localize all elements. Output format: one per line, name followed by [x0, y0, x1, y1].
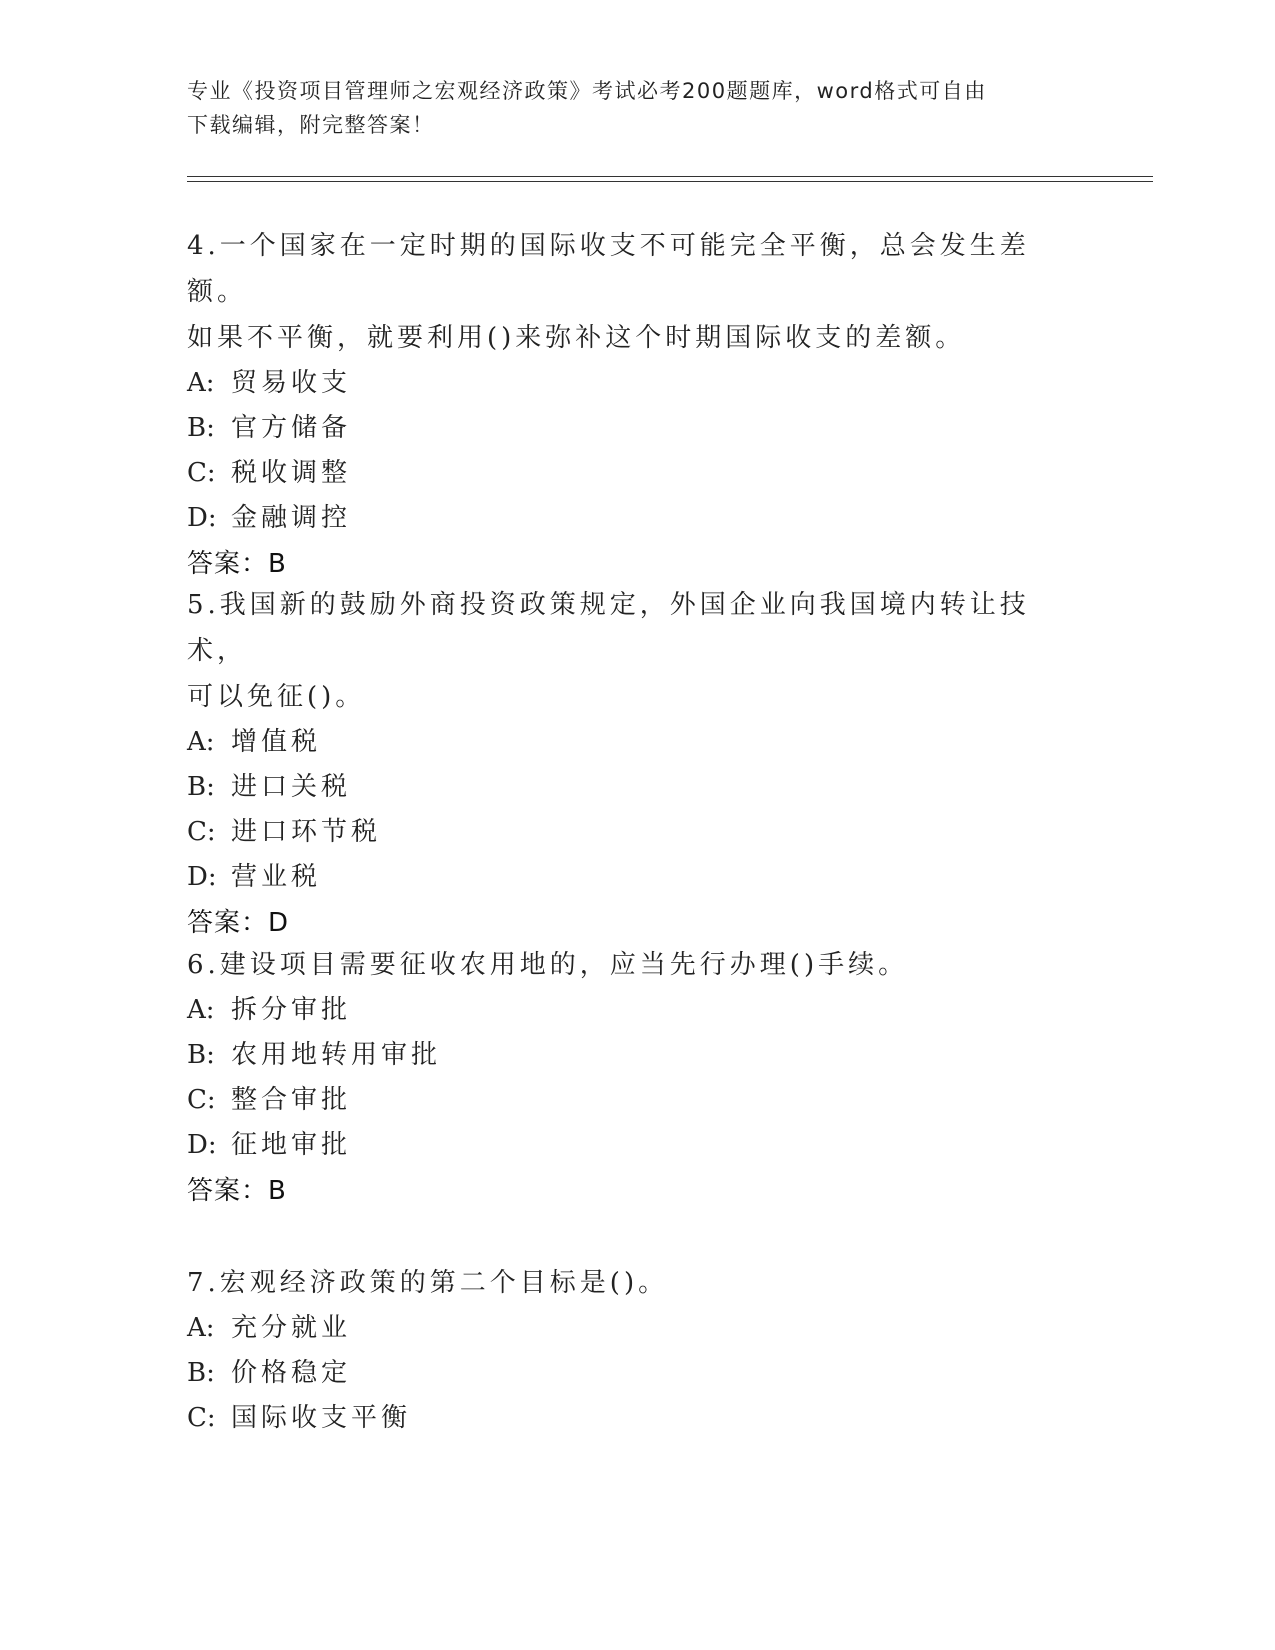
- option-text: 增值税: [231, 727, 322, 757]
- option-text: 拆分审批: [231, 995, 352, 1025]
- option-text: 征地审批: [231, 1130, 352, 1160]
- header-divider-top: [187, 176, 1153, 177]
- header-line-2: 下载编辑，附完整答案！: [187, 113, 435, 137]
- question-stem: [187, 223, 1087, 361]
- option-a: [187, 1306, 1087, 1351]
- question-stem-line: 如果不平衡，就要利用()来弥补这个时期国际收支的差额。: [187, 323, 966, 353]
- option-text: 进口环节税: [231, 817, 382, 847]
- option-text: 整合审批: [231, 1085, 352, 1115]
- question-5: [187, 582, 1087, 946]
- option-d: [187, 855, 1087, 900]
- answer: 答案：D: [187, 908, 290, 938]
- option-label: C:: [187, 1085, 216, 1115]
- question-stem-line: 4.一个国家在一定时期的国际收支不可能完全平衡，总会发生差额。: [187, 231, 1030, 307]
- question-stem: [187, 942, 1087, 988]
- option-text: 官方储备: [231, 413, 352, 443]
- option-a: [187, 720, 1087, 765]
- question-7: [187, 1260, 1087, 1441]
- header-divider-bottom: [187, 181, 1153, 182]
- option-label: B:: [187, 1040, 215, 1070]
- option-label: A:: [187, 727, 215, 757]
- option-a: [187, 988, 1087, 1033]
- question-4: [187, 223, 1087, 587]
- option-b: [187, 406, 1087, 451]
- question-stem: [187, 582, 1087, 720]
- option-text: 营业税: [231, 862, 322, 892]
- option-text: 农用地转用审批: [231, 1040, 442, 1070]
- question-6: [187, 942, 1087, 1214]
- option-text: 进口关税: [231, 772, 352, 802]
- option-label: B:: [187, 772, 215, 802]
- option-label: A:: [187, 995, 215, 1025]
- option-c: [187, 810, 1087, 855]
- question-stem-line: 5.我国新的鼓励外商投资政策规定，外国企业向我国境内转让技术，: [187, 590, 1030, 666]
- question-stem-line: 可以免征()。: [187, 682, 366, 712]
- option-a: [187, 361, 1087, 406]
- option-label: C:: [187, 1403, 216, 1433]
- option-label: C:: [187, 817, 216, 847]
- option-label: B:: [187, 1358, 215, 1388]
- option-label: D:: [187, 862, 217, 892]
- option-text: 税收调整: [231, 458, 352, 488]
- option-d: [187, 496, 1087, 541]
- question-stem-line: 7.宏观经济政策的第二个目标是()。: [187, 1268, 669, 1298]
- option-text: 充分就业: [231, 1313, 352, 1343]
- answer: 答案：B: [187, 1176, 287, 1206]
- answer: 答案：B: [187, 549, 287, 579]
- option-label: D:: [187, 1130, 217, 1160]
- option-label: D:: [187, 503, 217, 533]
- header-line-1: 专业《投资项目管理师之宏观经济政策》考试必考200题题库，word格式可自由: [187, 79, 987, 103]
- option-c: [187, 451, 1087, 496]
- option-b: [187, 1351, 1087, 1396]
- option-text: 国际收支平衡: [231, 1403, 412, 1433]
- option-label: A:: [187, 368, 215, 398]
- document-header: [187, 74, 1087, 142]
- option-text: 金融调控: [231, 503, 352, 533]
- option-c: [187, 1078, 1087, 1123]
- option-c: [187, 1396, 1087, 1441]
- option-d: [187, 1123, 1087, 1168]
- option-text: 贸易收支: [231, 368, 352, 398]
- option-b: [187, 765, 1087, 810]
- question-stem: [187, 1260, 1087, 1306]
- option-label: C:: [187, 458, 216, 488]
- option-text: 价格稳定: [231, 1358, 352, 1388]
- option-b: [187, 1033, 1087, 1078]
- option-label: B:: [187, 413, 215, 443]
- question-stem-line: 6.建设项目需要征收农用地的，应当先行办理()手续。: [187, 950, 909, 980]
- option-label: A:: [187, 1313, 215, 1343]
